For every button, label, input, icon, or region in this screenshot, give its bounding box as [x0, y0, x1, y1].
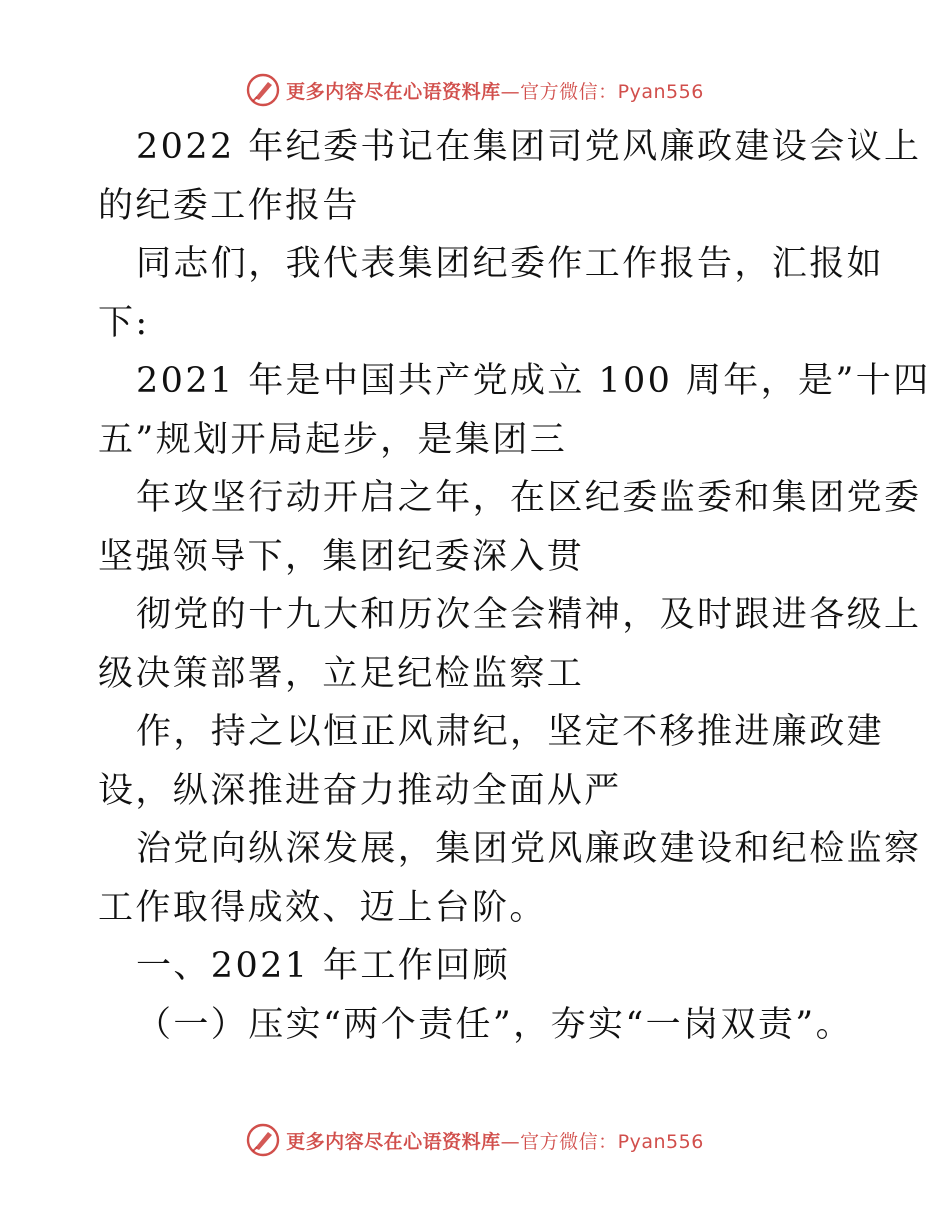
paragraph-line: 同志们，我代表集团纪委作工作报告，汇报如: [136, 244, 885, 284]
paragraph-line: 作，持之以恒正风肃纪，坚定不移推进廉政建: [136, 712, 885, 752]
paragraph-line: 2021 年是中国共产党成立 100 周年，是”十四: [136, 361, 931, 401]
watermark-separator: —: [500, 1130, 521, 1153]
paragraph-line: 坚强领导下，集团纪委深入贯: [98, 536, 585, 577]
header-watermark: [0, 70, 950, 110]
paragraph-line: 级决策部署，立足纪检监察工: [98, 653, 585, 694]
report-title-line-2: 的纪委工作报告: [98, 185, 360, 226]
watermark-site-text: 更多内容尽在心语资料库: [286, 80, 501, 103]
subsection-heading: （一）压实“两个责任”，夯实“一岗双责”。: [136, 1004, 853, 1045]
watermark-wechat-text: 官方微信：Pyan556: [520, 80, 704, 103]
report-title-line-1: 2022 年纪委书记在集团司党风廉政建设会议上: [136, 127, 922, 167]
quill-pen-logo-icon: [246, 1123, 280, 1157]
paragraph-line: 下:: [98, 302, 150, 343]
section-heading: 一、2021 年工作回顾: [136, 946, 510, 986]
report-body: [98, 118, 931, 1054]
paragraph-line: 彻党的十九大和历次全会精神，及时跟进各级上: [136, 595, 922, 635]
watermark-separator: —: [500, 80, 521, 103]
footer-watermark: [0, 1120, 950, 1160]
paragraph-line: 设，纵深推进奋力推动全面从严: [98, 770, 622, 811]
watermark-wechat-text: 官方微信：Pyan556: [520, 1130, 704, 1153]
paragraph-line: 工作取得成效、迈上台阶。: [98, 887, 547, 928]
quill-pen-logo-icon: [246, 73, 280, 107]
paragraph-line: 年攻坚行动开启之年，在区纪委监委和集团党委: [136, 478, 922, 518]
paragraph-line: 治党向纵深发展，集团党风廉政建设和纪检监察: [136, 829, 922, 869]
paragraph-line: 五”规划开局起步，是集团三: [98, 419, 568, 460]
watermark-site-text: 更多内容尽在心语资料库: [286, 1130, 501, 1153]
